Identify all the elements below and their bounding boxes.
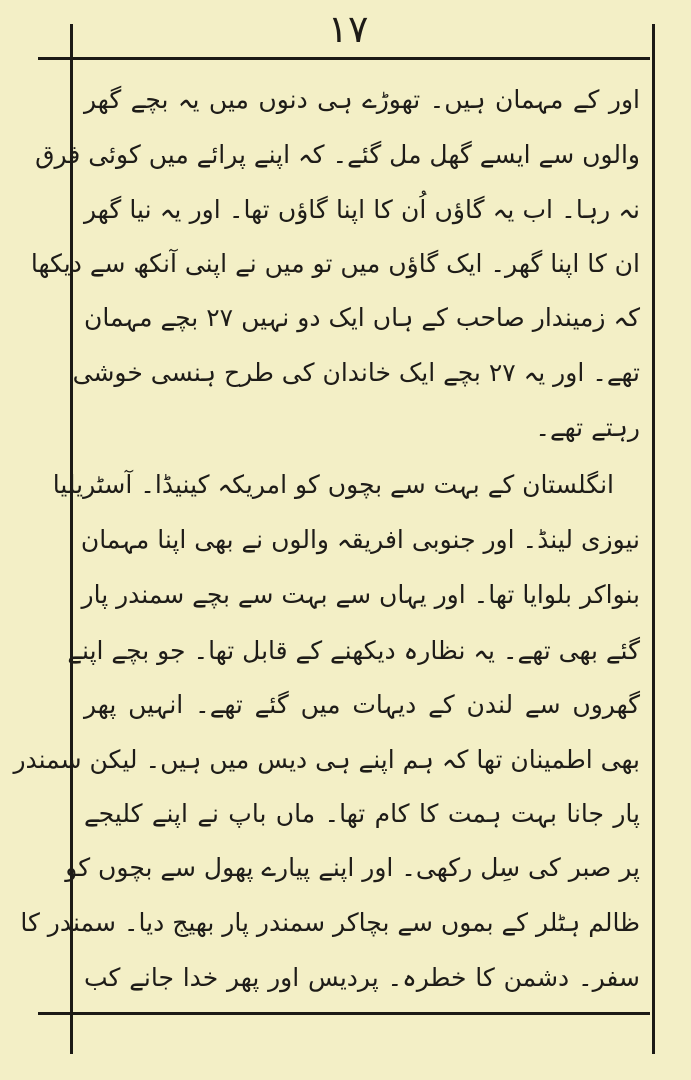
text-line: پار جانا بہت ہمت کا کام تھا۔ ماں باپ نے اپنے کلیجے [84,799,640,828]
text-line: بھی اطمینان تھا کہ ہم اپنے ہی دیس میں ہیں۔ لیکن سمندر [13,745,640,774]
text-line: پر صبر کی سِل رکھی۔ اور اپنے پیارے پھول سے بچوں کو [65,853,640,882]
text-line: کہ زمیندار صاحب کے ہاں ایک دو نہیں ۲۷ بچے مہمان [84,303,640,332]
text-line: ان کا اپنا گھر۔ ایک گاؤں میں تو میں نے اپنی آنکھ سے دیکھا [30,249,640,278]
text-line: والوں سے ایسے گھل مل گئے۔ کہ اپنے پرائے میں کوئی فرق [35,140,640,169]
text-line: گھروں سے لندن کے دیہات میں گئے تھے۔ انہیں پھر [84,690,640,719]
text-line: بنواکر بلوایا تھا۔ اور یہاں سے بہت سے بچے سمندر پار [81,580,640,609]
text-line: رہتے تھے۔ [535,413,640,442]
text-line: سفر۔ دشمن کا خطرہ۔ پردیس اور پھر خدا جانے کب [84,963,640,992]
body-text [13,76,640,1006]
text-line: تھے۔ اور یہ ۲۷ بچے ایک خاندان کی طرح ہنسی خوشی [72,358,640,387]
text-line: ظالم ہٹلر کے بموں سے بچاکر سمندر پار بھیج دیا۔ سمندر کا [20,908,640,937]
text-line: نہ رہا۔ اب یہ گاؤں اُن کا اپنا گاؤں تھا۔ اور یہ نیا گھر [84,195,640,224]
text-line: گئے بھی تھے۔ یہ نظارہ دیکھنے کے قابل تھا۔ جو بچے اپنے [67,636,640,665]
bottom-rule [38,1012,650,1015]
top-rule [38,57,650,60]
text-line: اور کے مہمان ہیں۔ تھوڑے ہی دنوں میں یہ بچے گھر [84,85,640,114]
text-line: انگلستان کے بہت سے بچوں کو امریکہ کینیڈا۔ آسٹریلیا [52,470,614,499]
right-rule [652,24,655,1054]
text-line: نیوزی لینڈ۔ اور جنوبی افریقہ والوں نے بھی اپنا مہمان [80,525,640,554]
page-number: ۱۷ [327,7,369,51]
